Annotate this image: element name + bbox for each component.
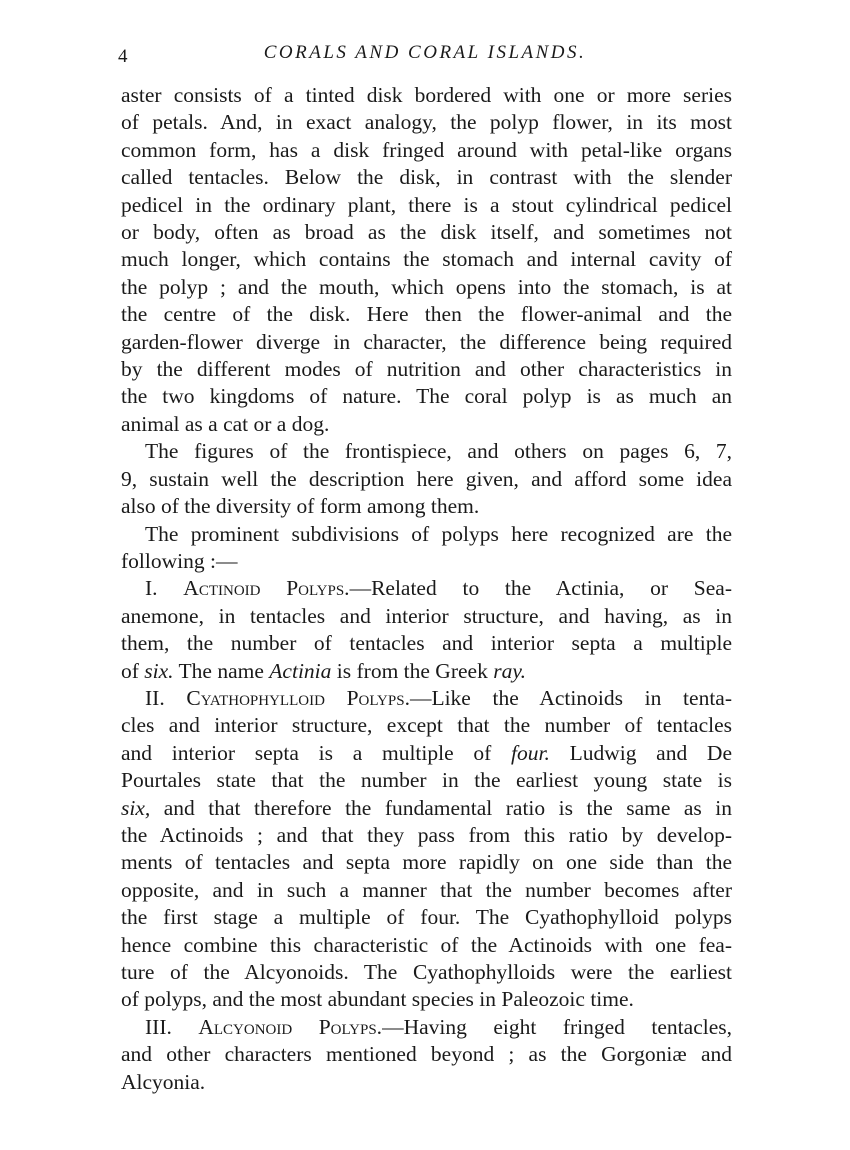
- text-line: [121, 740, 732, 767]
- section-heading: Cyathophylloid Polyps.: [186, 685, 410, 710]
- text-line: 9, sustain well the description here given, and afford some idea: [121, 466, 732, 491]
- text-run: Ludwig and De: [549, 740, 732, 765]
- text-line: hence combine this characteristic of the Actinoids with one fea-: [121, 932, 732, 957]
- text-run: and that therefore the fundamental ratio is the same as in: [150, 795, 732, 820]
- italic-term: six,: [121, 795, 151, 820]
- text-line: the two kingdoms of nature. The coral polyp is as much an: [121, 384, 732, 409]
- text-run: The name: [173, 658, 270, 683]
- running-head: CORALS AND CORAL ISLANDS.: [263, 42, 587, 63]
- section-heading: Actinoid Polyps.: [183, 576, 350, 601]
- text-run: —Related to the Actinia, or Sea-: [349, 576, 732, 601]
- text-run: —Having eight fringed tentacles,: [382, 1014, 733, 1039]
- text-line: Pourtales state that the number in the earliest young state is: [121, 768, 732, 793]
- body-text: [121, 82, 732, 1096]
- italic-term: ray.: [493, 658, 527, 683]
- text-line: the polyp ; and the mouth, which opens into the stomach, is at: [121, 274, 732, 299]
- text-line: them, the number of tentacles and interior septa a multiple: [121, 631, 732, 656]
- text-line: garden-flower diverge in character, the difference being required: [121, 329, 732, 354]
- text-line: The prominent subdivisions of polyps here recognized are the: [145, 521, 732, 546]
- text-line: common form, has a disk fringed around with petal-like organs: [121, 137, 732, 162]
- text-line: [121, 658, 732, 685]
- text-line: opposite, and in such a manner that the number becomes after: [121, 877, 732, 902]
- text-line: ments of tentacles and septa more rapidly on one side than the: [121, 850, 732, 875]
- section-numeral: I.: [145, 576, 158, 601]
- text-line: The figures of the frontispiece, and others on pages 6, 7,: [145, 439, 732, 464]
- text-line: called tentacles. Below the disk, in contrast with the slender: [121, 165, 732, 190]
- section-numeral: III.: [145, 1014, 172, 1039]
- text-run: —Like the Actinoids in tenta-: [409, 685, 732, 710]
- italic-term: six.: [144, 658, 174, 683]
- text-line: the Actinoids ; and that they pass from this ratio by develop-: [121, 822, 732, 847]
- text-run: of: [121, 658, 145, 683]
- section-numeral: II.: [145, 685, 165, 710]
- text-line: cles and interior structure, except that the number of tentacles: [121, 713, 732, 738]
- text-line: pedicel in the ordinary plant, there is a stout cylindrical pedicel: [121, 192, 732, 217]
- text-run: and interior septa is a multiple of: [121, 740, 511, 765]
- text-line: and other characters mentioned beyond ; as the Gorgoniæ and: [121, 1042, 732, 1067]
- text-line: of polyps, and the most abundant species in Paleozoic time.: [121, 987, 634, 1012]
- italic-term: four.: [511, 740, 550, 765]
- text-line: by the different modes of nutrition and other characteristics in: [121, 357, 732, 382]
- text-line: the centre of the disk. Here then the flower-animal and the: [121, 302, 732, 327]
- text-line: aster consists of a tinted disk bordered with one or more series: [121, 83, 732, 107]
- text-line: [121, 795, 732, 822]
- text-line: ture of the Alcyonoids. The Cyathophylloids were the earliest: [121, 960, 732, 984]
- page-number: 4: [118, 46, 128, 67]
- text-run: is from the Greek: [331, 658, 494, 683]
- italic-term: Actinia: [269, 658, 332, 683]
- text-line: of petals. And, in exact analogy, the polyp flower, in its most: [121, 110, 732, 135]
- section-heading-line: [121, 1014, 732, 1041]
- section-heading-line: [121, 685, 732, 712]
- text-line: much longer, which contains the stomach and internal cavity of: [121, 247, 732, 272]
- text-line: anemone, in tentacles and interior structure, and having, as in: [121, 603, 732, 628]
- text-line: the first stage a multiple of four. The Cyathophylloid polyps: [121, 905, 732, 930]
- text-line: Alcyonia.: [121, 1069, 206, 1094]
- text-line: also of the diversity of form among them.: [121, 494, 480, 519]
- text-line: or body, often as broad as the disk itself, and sometimes not: [121, 220, 732, 245]
- section-heading-line: [121, 575, 732, 602]
- text-line: animal as a cat or a dog.: [121, 411, 330, 436]
- section-heading: Alcyonoid Polyps.: [198, 1014, 383, 1039]
- text-line: following :—: [121, 548, 238, 573]
